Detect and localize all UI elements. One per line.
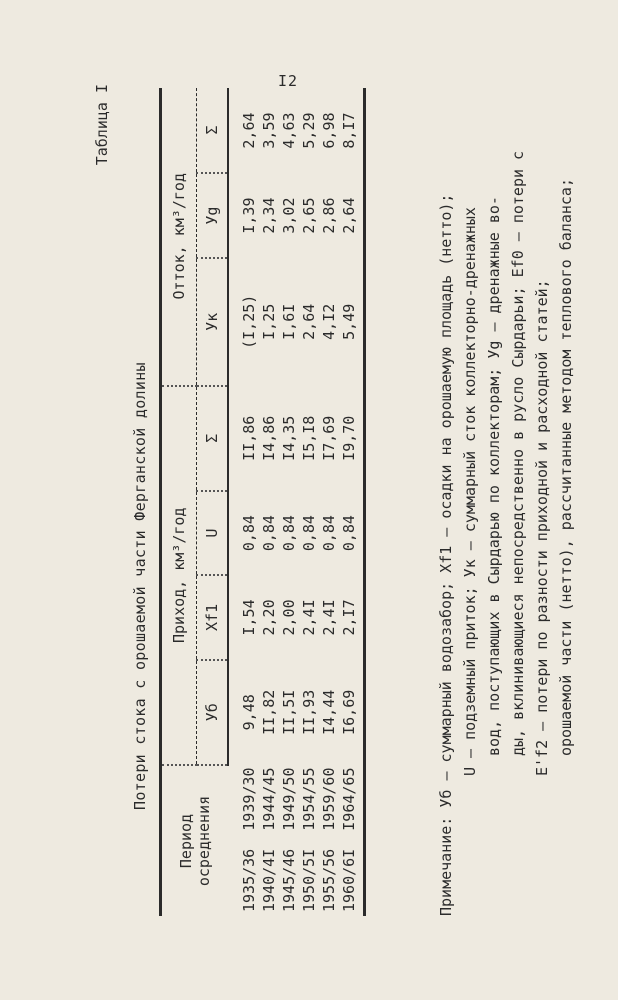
u-cell: 0,84 <box>240 515 258 552</box>
period-cell: 1945/46 1949/50 <box>280 767 298 912</box>
rotated-table-block <box>49 40 609 960</box>
yg-cell: 2,86 <box>320 197 338 234</box>
header-sum-income: Σ <box>197 386 229 491</box>
sum-income-cell: II,86 <box>240 415 258 461</box>
yg-cell: 2,64 <box>339 173 365 258</box>
sum-income-cell: I7,69 <box>320 415 338 461</box>
yg-cell: 3,02 <box>280 197 298 234</box>
u-cell: 0,84 <box>320 515 338 552</box>
yb-cell: II,82 <box>260 689 278 735</box>
header-xf: Xf1 <box>197 575 229 659</box>
table-row <box>259 88 279 916</box>
header-income-group: Приход, км³/год <box>161 386 197 765</box>
yk-cell: (I,25) <box>240 294 258 349</box>
sum-outflow-cell: 3,59 <box>260 112 278 149</box>
yb-cell: I4,44 <box>320 689 338 735</box>
xf-cell: 2,00 <box>280 599 298 636</box>
yg-cell: I,39 <box>240 197 258 234</box>
yk-cell: 5,49 <box>339 258 365 385</box>
header-sum-outflow: Σ <box>197 88 229 173</box>
sum-outflow-cell: 5,29 <box>300 112 318 149</box>
u-cell: 0,84 <box>260 515 278 552</box>
yb-cell: II,93 <box>300 689 318 735</box>
yg-cell: 2,65 <box>300 197 318 234</box>
note-line: U – подземный приток; Ук – суммарный сток коллекторно-дренажных <box>461 207 479 776</box>
xf-cell: 2,4I <box>300 599 318 636</box>
yb-cell: 9,48 <box>240 694 258 731</box>
table-row <box>339 88 365 916</box>
header-outflow-group: Отток, км³/год <box>161 88 197 386</box>
period-cell: 1960/6I I964/65 <box>339 765 365 916</box>
sum-outflow-cell: 2,64 <box>240 112 258 149</box>
yk-cell: 4,I2 <box>320 303 338 340</box>
sum-income-cell: I4,86 <box>260 415 278 461</box>
sum-outflow-cell: 6,98 <box>320 112 338 149</box>
table-row <box>279 88 299 916</box>
u-cell: 0,84 <box>300 515 318 552</box>
yg-cell: 2,34 <box>260 197 278 234</box>
header-yb: Уб <box>197 660 229 765</box>
xf-cell: 2,I7 <box>339 575 365 659</box>
table-row <box>319 88 339 916</box>
yk-cell: I,25 <box>260 303 278 340</box>
period-cell: 1955/56 1959/60 <box>320 767 338 912</box>
period-cell: 1950/5I 1954/55 <box>300 767 318 912</box>
table-label: Таблица I <box>93 84 111 166</box>
u-cell: 0,84 <box>280 515 298 552</box>
yb-cell: II,5I <box>280 689 298 735</box>
period-cell: 1940/4I 1944/45 <box>260 767 278 912</box>
yk-cell: 2,64 <box>300 303 318 340</box>
runoff-loss-table <box>159 88 366 916</box>
note-line: Примечание: Уб – суммарный водозабор; Xf1 – осадки на орошаемую площадь (нетто); <box>437 193 455 916</box>
header-yg: Уg <box>197 173 229 258</box>
yk-cell: I,6I <box>280 303 298 340</box>
header-u: U <box>197 491 229 575</box>
period-cell: 1935/36 1939/30 <box>239 767 258 912</box>
xf-cell: 2,20 <box>260 599 278 636</box>
table-note <box>434 66 578 916</box>
header-period: Период осреднения <box>161 765 229 916</box>
sum-outflow-cell: 8,I7 <box>339 88 365 173</box>
table-title: Потери стока с орошаемой части Ферганской долины <box>131 362 149 810</box>
xf-cell: I,54 <box>240 599 258 636</box>
sum-income-cell: I4,35 <box>280 415 298 461</box>
page-number: I2 <box>278 72 299 90</box>
note-line: вод, поступающих в Сырдарью по коллекторам; Уg – дренажные во- <box>485 196 503 756</box>
note-line: ды, вклинивающиеся непосредственно в русло Сырдарьи; Ef0 – потери с <box>509 150 527 756</box>
table-row <box>228 88 259 916</box>
sum-income-cell: I9,70 <box>339 386 365 491</box>
sum-outflow-cell: 4,63 <box>280 112 298 149</box>
table-row <box>299 88 319 916</box>
u-cell: 0,84 <box>339 491 365 575</box>
note-line: E'f2 – потери по разности приходной и расходной статей; <box>533 279 551 776</box>
note-line: орошаемой части (нетто), рассчитанные методом теплового баланса; <box>557 178 575 756</box>
header-yk: Ук <box>197 258 229 385</box>
yb-cell: I6,69 <box>339 660 365 765</box>
sum-income-cell: I5,I8 <box>300 415 318 461</box>
xf-cell: 2,4I <box>320 599 338 636</box>
